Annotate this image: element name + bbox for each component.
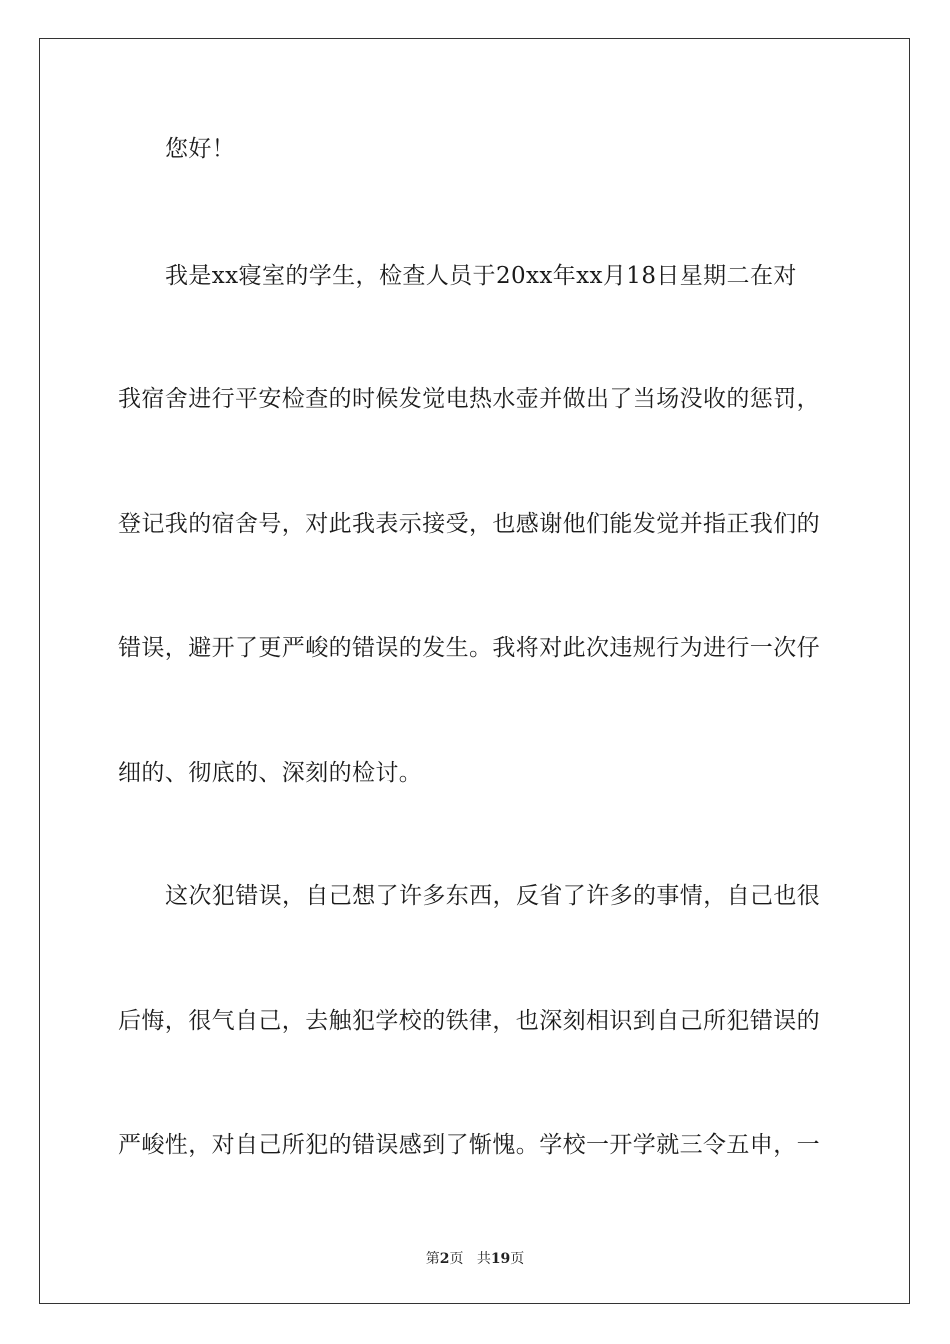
total-pages: 19 — [490, 1251, 511, 1267]
total-prefix: 共 — [476, 1251, 491, 1267]
paragraph-line-7: 后悔，很气自己，去触犯学校的铁律，也深刻相识到自己所犯错误的 — [118, 1008, 820, 1034]
paragraph-line-2: 我宿舍进行平安检查的时候发觉电热水壶并做出了当场没收的惩罚， — [118, 386, 820, 412]
page-number: 2 — [439, 1251, 450, 1267]
page-suffix: 页 — [449, 1251, 464, 1267]
paragraph-line-8: 严峻性，对自己所犯的错误感到了惭愧。学校一开学就三令五申，一 — [118, 1132, 820, 1158]
paragraph-line-3: 登记我的宿舍号，对此我表示接受，也感谢他们能发觉并指正我们的 — [118, 511, 820, 537]
total-suffix: 页 — [510, 1251, 525, 1267]
greeting-line: 您好！ — [165, 136, 236, 162]
paragraph-line-4: 错误，避开了更严峻的错误的发生。我将对此次违规行为进行一次仔 — [118, 635, 820, 661]
paragraph-line-6: 这次犯错误，自己想了许多东西，反省了许多的事情，自己也很 — [165, 883, 821, 909]
page-border — [39, 38, 910, 1304]
page-prefix: 第 — [425, 1251, 440, 1267]
page-footer — [0, 1248, 950, 1268]
paragraph-line-5: 细的、彻底的、深刻的检讨。 — [118, 760, 423, 786]
paragraph-line-1: 我是xx寝室的学生，检查人员于20xx年xx月18日星期二在对 — [165, 263, 797, 289]
